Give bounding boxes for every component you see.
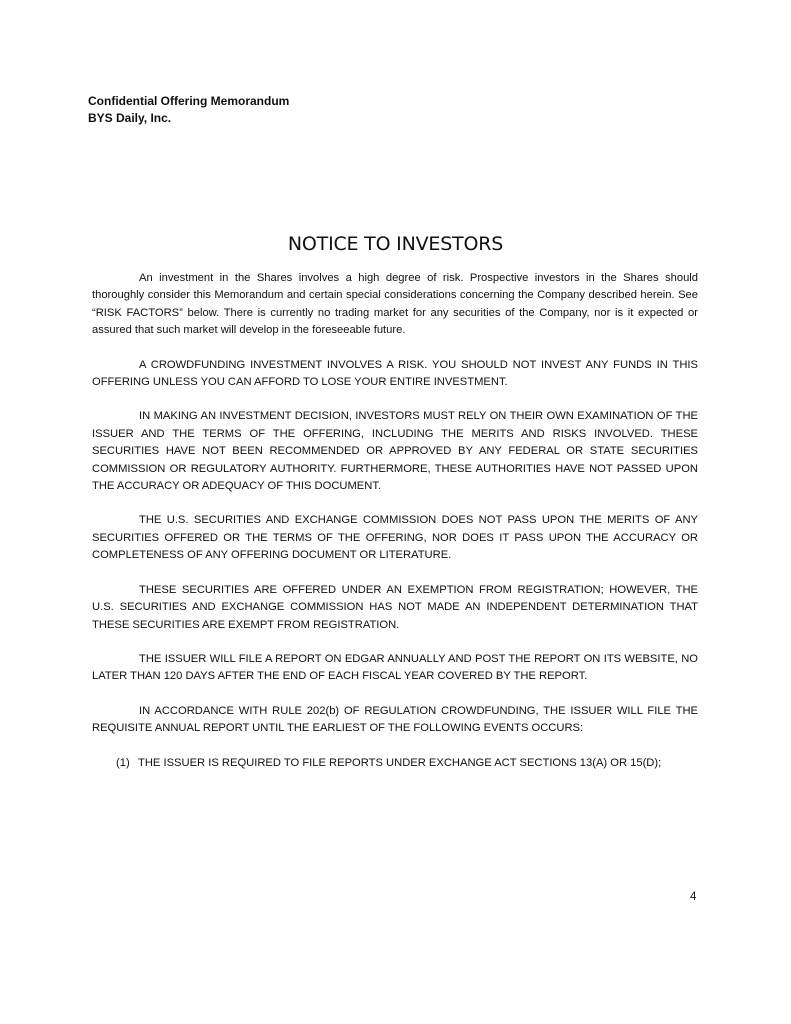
list-item-text: THE ISSUER IS REQUIRED TO FILE REPORTS UNDER EXCHANGE ACT SECTIONS 13(A) OR 15(D); xyxy=(138,756,662,769)
notice-body xyxy=(92,270,698,772)
page-title: NOTICE TO INVESTORS xyxy=(287,233,504,255)
list-item-number: (1) xyxy=(116,756,130,769)
paragraph-sec-review: THE U.S. SECURITIES AND EXCHANGE COMMISSION DOES NOT PASS UPON THE MERITS OF ANY SECURITIES OFFERED OR THE TERMS OF THE OFFERING, NOR DOES IT PASS UPON THE ACCURACY OR COMPLETENESS OF ANY OFFERING DOCUMENT OR LITERATURE. xyxy=(92,514,698,562)
paragraph-crowdfunding-risk: A CROWDFUNDING INVESTMENT INVOLVES A RISK. YOU SHOULD NOT INVEST ANY FUNDS IN THIS OFFERING UNLESS YOU CAN AFFORD TO LOSE YOUR ENTIRE INVESTMENT. xyxy=(92,358,698,389)
header-company-name: BYS Daily, Inc. xyxy=(88,111,172,125)
page-number: 4 xyxy=(690,891,697,903)
paragraph-edgar-report: THE ISSUER WILL FILE A REPORT ON EDGAR ANNUALLY AND POST THE REPORT ON ITS WEBSITE, NO LATER THAN 120 DAYS AFTER THE END OF EACH FISCAL YEAR COVERED BY THE REPORT. xyxy=(92,652,698,683)
paragraph-investment-decision: IN MAKING AN INVESTMENT DECISION, INVESTORS MUST RELY ON THEIR OWN EXAMINATION OF THE ISSUER AND THE TERMS OF THE OFFERING, INCLUDING THE MERITS AND RISKS INVOLVED. THESE SECURITIES HAVE NOT BEEN RECOMMENDED OR APPROVED BY ANY FEDERAL OR STATE SECURITIES COMMISSION OR REGULATORY AUTHORITY. FURTHERMORE, THESE AUTHORITIES HAVE NOT PASSED UPON THE ACCURACY OR ADEQUACY OF THIS DOCUMENT. xyxy=(92,410,698,493)
paragraph-risk-overview: An investment in the Shares involves a high degree of risk. Prospective investors in the Shares should thoroughly consider this Memorandum and certain special considerations concerning the Company described herein. See “RISK FACTORS” below. There is currently no trading market for any securities of the Company, nor is it expected or assured that such market will develop in the foreseeable future. xyxy=(92,272,698,337)
header-memorandum-title: Confidential Offering Memorandum xyxy=(88,94,290,108)
paragraph-rule-202b: IN ACCORDANCE WITH RULE 202(b) OF REGULATION CROWDFUNDING, THE ISSUER WILL FILE THE REQUISITE ANNUAL REPORT UNTIL THE EARLIEST OF THE FOLLOWING EVENTS OCCURS: xyxy=(92,704,698,735)
paragraph-exemption: THESE SECURITIES ARE OFFERED UNDER AN EXEMPTION FROM REGISTRATION; HOWEVER, THE U.S. SECURITIES AND EXCHANGE COMMISSION HAS NOT MADE AN INDEPENDENT DETERMINATION THAT THESE SECURITIES ARE EXEMPT FROM REGISTRATION. xyxy=(92,583,698,631)
document-header xyxy=(88,93,289,127)
list-item xyxy=(92,755,698,772)
